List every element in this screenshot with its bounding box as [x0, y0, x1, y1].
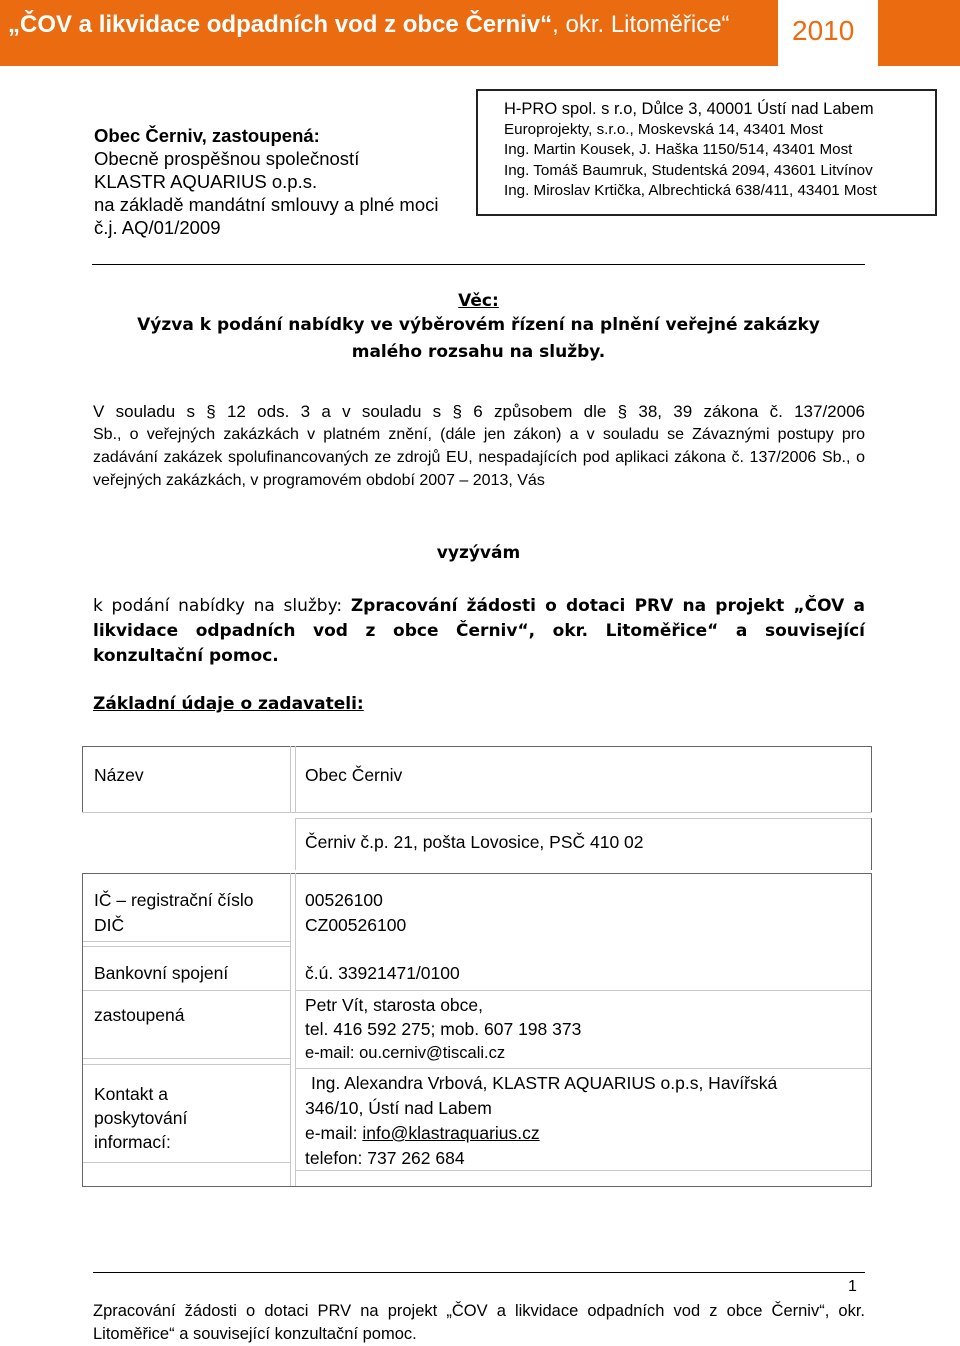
- value-representative-line: tel. 416 592 275; mob. 607 198 373: [305, 1019, 582, 1039]
- recipient-line: Ing. Martin Kousek, J. Haška 1150/514, 43401 Most: [504, 141, 853, 158]
- subject-block: [92, 290, 865, 366]
- recipient-line: Europrojekty, s.r.o., Moskevská 14, 43401 Most: [504, 120, 823, 138]
- label-name: Název: [94, 765, 144, 785]
- sender-line: č.j. AQ/01/2009: [94, 217, 221, 238]
- value-contact-person: Ing. Alexandra Vrbová, KLASTR AQUARIUS o.p.s, Havířská: [311, 1073, 778, 1093]
- banner-year-box: [778, 0, 878, 66]
- label-representative: zastoupená: [94, 1005, 185, 1025]
- value-name: Obec Černiv: [305, 765, 403, 785]
- contact-email-link[interactable]: info@klastraquarius.cz: [362, 1123, 540, 1143]
- table-border: [295, 818, 872, 819]
- request-bold: Zpracování žádosti o dotaci PRV na projekt „ČOV a likvidace odpadních vod z obce Černiv“, okr. Litoměřice“ a související konzultační pomoc.: [93, 596, 865, 666]
- table-border: [295, 1068, 872, 1069]
- subject-line: Výzva k podání nabídky ve výběrovém řízení na plnění veřejné zakázky: [137, 315, 820, 335]
- page-number: 1: [848, 1278, 857, 1295]
- table-border: [82, 746, 872, 747]
- recipient-line: Ing. Miroslav Krtička, Albrechtická 638/411, 43401 Most: [504, 182, 877, 199]
- sender-line: Obecně prospěšnou společností: [94, 148, 360, 169]
- request-prefix: k podání nabídky na služby:: [93, 596, 351, 616]
- label-contact-line: informací:: [94, 1132, 171, 1152]
- table-border: [82, 873, 83, 1186]
- value-representative-line: Petr Vít, starosta obce,: [305, 995, 483, 1015]
- label-contact-line: Kontakt a: [94, 1084, 168, 1104]
- call-word: vyzývám: [436, 543, 521, 563]
- table-border: [82, 1058, 291, 1059]
- value-ic: 00526100: [305, 890, 383, 910]
- value-contact-address: 346/10, Ústí nad Labem: [305, 1098, 492, 1118]
- label-dic: DIČ: [94, 915, 125, 935]
- table-border: [82, 946, 291, 947]
- recipient-line: H-PRO spol. s r.o, Důlce 3, 40001 Ústí nad Labem: [504, 100, 874, 118]
- table-border: [871, 746, 872, 812]
- subject-heading: Věc:: [458, 291, 499, 311]
- table-border: [82, 990, 291, 991]
- banner-title: [8, 11, 730, 39]
- sender-block: [94, 124, 439, 239]
- label-bank: Bankovní spojení: [94, 963, 229, 983]
- sender-line: Obec Černiv, zastoupená:: [94, 125, 320, 146]
- section-title: Základní údaje o zadavateli:: [93, 694, 364, 714]
- table-border: [871, 873, 872, 1186]
- banner-year: 2010: [792, 15, 855, 46]
- table-border: [871, 818, 872, 870]
- footer-divider: [93, 1272, 865, 1273]
- value-address: Černiv č.p. 21, pošta Lovosice, PSČ 410 02: [305, 832, 644, 852]
- value-bank: č.ú. 33921471/0100: [305, 963, 460, 983]
- paragraph-line-1: V souladu s § 12 ods. 3 a v souladu s § 6 způsobem dle § 38, 39 zákona č. 137/2006: [93, 402, 865, 421]
- table-border: [295, 990, 872, 991]
- footer-text: Zpracování žádosti o dotaci PRV na projekt „ČOV a likvidace odpadních vod z obce Černiv“, okr. Litoměřice“ a související konzultační pomoc.: [93, 1302, 865, 1343]
- value-contact-email-row: [305, 1121, 540, 1146]
- table-border: [290, 873, 291, 1186]
- recipient-line: Ing. Tomáš Baumruk, Studentská 2094, 43601 Litvínov: [504, 161, 873, 179]
- table-border: [82, 941, 291, 942]
- table-border: [82, 746, 83, 812]
- request-paragraph: [93, 594, 865, 669]
- paragraph-rest: Sb., o veřejných zakázkách v platném znění, (dále jen zákon) a v souladu se Závaznými postupy pro zadávání zakázek spolufinancovaných ze zdrojů EU, nespadajících pod aplikaci zákona č. 137/2006 Sb., o veřejných zakázkách, v programovém období 2007 – 2013, Vás: [93, 426, 865, 489]
- banner-title-rest: , okr. Litoměřice“: [552, 11, 730, 38]
- table-border: [82, 873, 872, 874]
- table-border: [82, 1064, 291, 1065]
- value-representative-email: e-mail: ou.cerniv@tiscali.cz: [305, 1044, 506, 1062]
- value-dic: CZ00526100: [305, 915, 407, 935]
- label-ic: IČ – registrační číslo: [94, 890, 254, 910]
- table-border: [295, 746, 296, 812]
- table-border: [82, 812, 872, 813]
- table-border: [295, 818, 296, 870]
- body-paragraph: [93, 400, 865, 492]
- subject-line: malého rozsahu na služby.: [351, 342, 606, 362]
- divider: [92, 264, 865, 265]
- recipient-box: [476, 89, 937, 216]
- label-contact-line: poskytování: [94, 1108, 188, 1128]
- sender-line: na základě mandátní smlouvy a plné moci: [94, 194, 439, 215]
- value-contact-phone: telefon: 737 262 684: [305, 1148, 465, 1168]
- banner-title-bold: „ČOV a likvidace odpadních vod z obce Černiv“: [8, 11, 553, 38]
- table-border: [290, 746, 291, 812]
- table-border: [295, 873, 296, 1186]
- table-border: [82, 1162, 291, 1163]
- email-prefix: e-mail:: [305, 1123, 363, 1143]
- sender-line: KLASTR AQUARIUS o.p.s.: [94, 171, 318, 192]
- table-border: [82, 1186, 872, 1187]
